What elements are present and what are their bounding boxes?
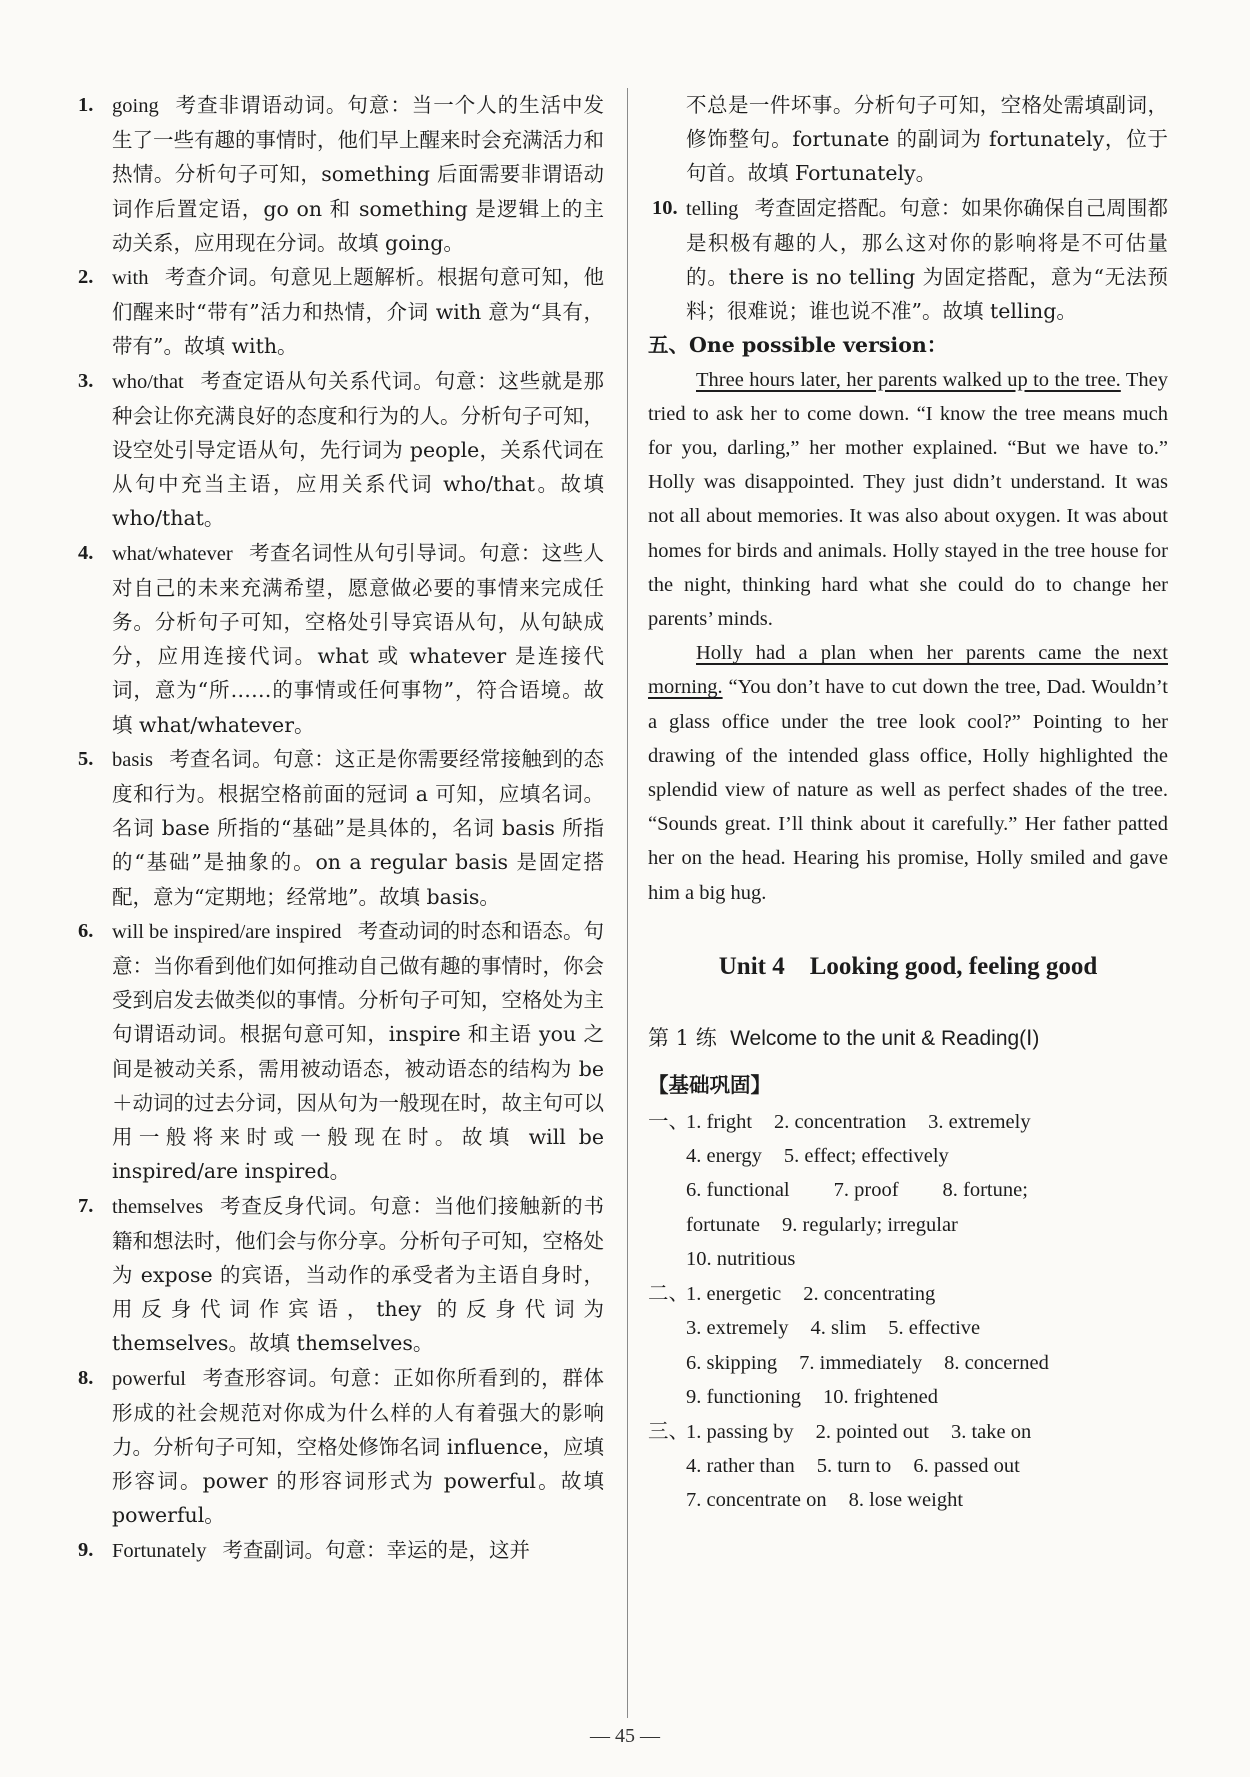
answer-item-4: 4. what/whatever 考查名词性从句引导词。句意：这些人对自己的未来充满希望，愿意做必要的事情来完成任务。分析句子可知，空格处引导宾语从句，从句缺成分，应用连接代词。what 或 whatever 是连接代词，意为“所……的事情或任何事物”，符合语境。故填 what/whatever。 — [78, 540, 604, 737]
right-column — [648, 88, 1168, 1518]
lesson-title: 第 1 练 Welcome to the unit & Reading(Ⅰ) — [648, 1025, 1040, 1050]
answer-item-10: 10. telling 考查固定搭配。句意：如果你确保自己周围都是积极有趣的人，那么这对你的影响将是不可估量的。there is no telling 为固定搭配，意为“无法预料；很难说；谁也说不准”。故填 telling。 — [652, 195, 1168, 324]
answer-item-1: 1. going 考查非谓语动词。句意：当一个人的生活中发生了一些有趣的事情时，他们早上醒来时会充满活力和热情。分析句子可知，something 后面需要非谓语动词作后置定语，go on 和 something 是逻辑上的主动关系，应用现在分词。故填 going。 — [78, 93, 604, 255]
answer-item-5: 5. basis 考查名词。句意：这正是你需要经常接触到的态度和行为。根据空格前面的冠词 a 可知，应填名词。名词 base 所指的“基础”是具体的，名词 basis 所指的“基础”是抽象的。on a regular basis 是固定搭配，意为“定期地；经常地”。故填 basis。 — [78, 746, 604, 909]
column-divider — [627, 88, 628, 1718]
answer-item-7: 7. themselves 考查反身代词。句意：当他们接触新的书籍和想法时，他们会与你分享。分析句子可知，空格处为 expose 的宾语，当动作的承受者为主语自身时，用反身代词作宾语，they 的反身代词为 themselves。故填 themselves。 — [78, 1193, 604, 1356]
exercise-section-3: 三、1. passing by 2. pointed out 3. take on 4. rather than 5. turn to 6. passed out 7. concentrate on 8. lose weight — [648, 1418, 1032, 1512]
unit-title: Unit 4 Looking good, feeling good — [718, 952, 1098, 980]
answer-item-8: 8. powerful 考查形容词。句意：正如你所看到的，群体形成的社会规范对你成为什么样的人有着强大的影响力。分析句子可知，空格处修饰名词 influence，应填形容词。power 的形容词形式为 powerful。故填 powerful。 — [78, 1365, 604, 1528]
section-5-heading: 五、One possible version： — [648, 333, 948, 358]
left-column — [74, 88, 604, 1568]
answer-item-9: 9. Fortunately 考查副词。句意：幸运的是，这并 — [78, 1537, 531, 1562]
answer-item-3: 3. who/that 考查定语从句关系代词。句意：这些就是那种会让你充满良好的态度和行为的人。分析句子可知，设空处引导定语从句，先行词为 people，关系代词在从句中充当主语，应用关系代词 who/that。故填 who/that。 — [78, 368, 604, 531]
answer-item-2: 2. with 考查介词。句意见上题解析。根据句意可知，他们醒来时“带有”活力和热情，介词 with 意为“具有，带有”。故填 with。 — [78, 265, 604, 359]
exercise-section-1: 一、1. fright 2. concentration 3. extremely 4. energy 5. effect; effectively 6. functional 7. proof 8. fortune; fortunate 9. regularly; irregular 10. nutritious — [648, 1109, 1031, 1270]
writing-paragraph-1: Three hours later, her parents walked up to the tree. They tried to ask her to come down. “I know the tree means much for you, darling,” her mother explained. “But we have to.” Holly was disappointed. They just didn’t understand. It was not all about memories. It was also about oxygen. It was about homes for birds and animals. Holly stayed in the tree house for the night, thinking hard what she could do to change her parents’ minds. — [648, 368, 1168, 631]
basics-heading: 【基础巩固】 — [648, 1072, 771, 1097]
writing-paragraph-2: Holly had a plan when her parents came the next morning. “You don’t have to cut down the tree, Dad. Wouldn’t a glass office under the tree look cool?” Pointing to her drawing of the intended glass office, Holly highlighted the splendid view of nature as well as perfect shades of the tree. “Sounds great. I’ll think about it carefully.” Her father patted her on the head. Hearing his promise, Holly smiled and gave him a big hug. — [648, 642, 1168, 904]
answer-item-9-continued: 不总是一件坏事。分析句子可知，空格处需填副词，修饰整句。fortunate 的副词为 fortunately，位于句首。故填 Fortunately。 — [686, 93, 1168, 186]
answer-item-6: 6. will be inspired/are inspired 考查动词的时态和语态。句意：当你看到他们如何推动自己做有趣的事情时，你会受到启发去做类似的事情。分析句子可知，空格处为主句谓语动词。根据句意可知，inspire 和主语 you 之间是被动关系，需用被动语态，被动语态的结构为 be＋动词的过去分词，因从句为一般现在时，故主句可以用一般将来时或一般现在时。故填 will be inspired/are inspired。 — [78, 918, 604, 1184]
page-number: — 45 — — [590, 1725, 660, 1747]
exercise-section-2: 二、1. energetic 2. concentrating 3. extremely 4. slim 5. effective 6. skipping 7. immediately 8. concerned 9. functioning 10. frightened — [648, 1281, 1049, 1408]
